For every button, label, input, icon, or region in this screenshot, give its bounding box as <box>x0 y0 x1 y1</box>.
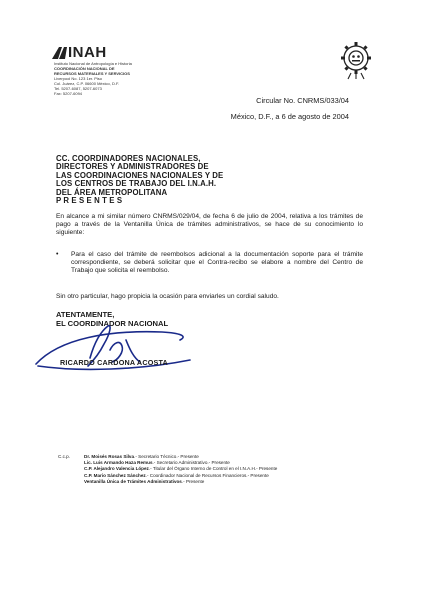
cc-item-name: C.P. Alejandro Valencia López <box>84 466 149 472</box>
address-line1: Liverpool No. 123 1er. Piso <box>54 76 103 81</box>
cc-item <box>84 479 384 485</box>
cc-item-rest: .- Secretario Técnico.- Presente <box>134 454 199 459</box>
cc-item-name: C.P. Mario Sánchez Sánchez <box>84 472 146 478</box>
handwritten-signature <box>30 320 200 380</box>
cc-item-rest: .- Titular del Órgano Interno de Control en el I.N.A.H.- Presente <box>148 466 278 472</box>
emblem-seal <box>340 40 372 80</box>
addressee-line1: CC. COORDINADORES NACIONALES, <box>56 154 201 163</box>
addressee-block <box>56 155 316 205</box>
cc-item-rest: .- Coordinador Nacional de Recursos Financieros.- Presente <box>145 472 269 478</box>
signature-line2: EL COORDINADOR NACIONAL <box>56 319 169 328</box>
addressee-line3: LAS COORDINACIONES NACIONALES Y DE <box>56 170 224 180</box>
address-line2: Col. Juárez, C.P. 06600 México, D.F. <box>54 81 120 86</box>
bullet-icon: • <box>56 251 59 258</box>
intro-paragraph: En alcance a mi similar número CNRMS/029/04, de fecha 6 de julio de 2004, relativa a los trámites de pago a través de la Ventanilla Única de trámites administrativos, se hace de su conocimiento lo siguiente: <box>56 213 363 236</box>
signature-line1: ATENTAMENTE, <box>56 310 115 319</box>
addressee-line2: DIRECTORES Y ADMINISTRADORES DE <box>56 162 209 172</box>
addressee-line4: LOS CENTROS DE TRABAJO DEL I.N.A.H. <box>56 179 217 189</box>
bullet-text: Para el caso del trámite de reembolsos adicional a la documentación soporte para el trámite correspondiente, se deberá solicitar que el Contra-recibo se elabore a nombre del Centro de Trabajo que solicita el reembolso. <box>71 251 363 274</box>
cc-label: C.c.p. <box>58 454 70 459</box>
bullet-item <box>56 251 363 275</box>
cc-item-rest: .- Secretario Administrativo.- Presente <box>152 460 230 466</box>
cc-list <box>84 454 384 485</box>
addressee-line5: DEL ÁREA METROPOLITANA <box>56 187 168 197</box>
unit-line1: COORDINACIÓN NACIONAL DE <box>54 66 115 71</box>
logo-text: INAH <box>68 44 107 61</box>
closing-paragraph: Sin otro particular, hago propicia la ocasión para enviarles un cordial saludo. <box>56 293 279 300</box>
cc-item-name: Ventanilla Única de Trámites Administrativos <box>84 478 182 484</box>
inah-logo <box>50 46 112 60</box>
phone-line2: Fax: 5207-6094 <box>54 91 83 96</box>
cc-item-name: Dr. Moisés Rosas Silva <box>84 454 135 459</box>
unit-line2: RECURSOS MATERIALES Y SERVICIOS <box>54 71 130 76</box>
cc-item-name: Lic. Luis Armando Haza Remus <box>84 460 153 466</box>
seal-icon <box>340 40 372 80</box>
header-block <box>54 61 194 96</box>
institute-name: Instituto Nacional de Antropología e Historia <box>54 61 132 66</box>
signer-name: RICARDO CARDONA ACOSTA <box>60 358 168 367</box>
addressee-line6: P R E S E N T E S <box>56 196 123 206</box>
circular-number: Circular No. CNRMS/033/04 <box>256 96 349 105</box>
place-date: México, D.F., a 6 de agosto de 2004 <box>230 112 349 121</box>
cc-item-rest: .- Presente <box>181 478 205 484</box>
phone-line1: Tel. 5207-6087, 5207-6073 <box>54 86 102 91</box>
